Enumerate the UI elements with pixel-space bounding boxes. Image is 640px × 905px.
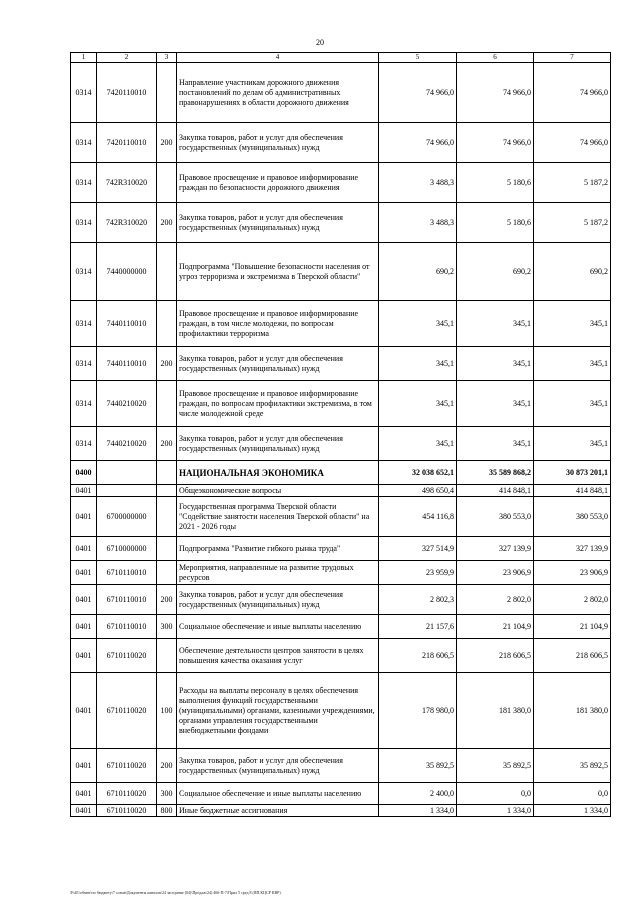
table-row bbox=[71, 537, 611, 561]
expense-type-code bbox=[157, 537, 177, 561]
amount-2024: 498 650,4 bbox=[379, 485, 457, 497]
amount-2025: 21 104,9 bbox=[457, 615, 534, 639]
item-name: Закупка товаров, работ и услуг для обеспечения государственных (муниципальных) нужд bbox=[177, 749, 379, 783]
amount-2025: 327 139,9 bbox=[457, 537, 534, 561]
amount-2024: 345,1 bbox=[379, 301, 457, 347]
expense-type-code: 800 bbox=[157, 805, 177, 817]
amount-2026: 181 380,0 bbox=[534, 673, 611, 749]
section-code: 0314 bbox=[71, 347, 97, 381]
section-code: 0401 bbox=[71, 783, 97, 805]
section-code: 0401 bbox=[71, 485, 97, 497]
section-code: 0401 bbox=[71, 673, 97, 749]
column-number: 3 bbox=[157, 53, 177, 63]
item-name: Иные бюджетные ассигнования bbox=[177, 805, 379, 817]
amount-2024: 218 606,5 bbox=[379, 639, 457, 673]
item-name: Правовое просвещение и правовое информирование граждан по безопасности дорожного движения bbox=[177, 163, 379, 203]
target-code: 7440110010 bbox=[97, 347, 157, 381]
amount-2024: 345,1 bbox=[379, 381, 457, 427]
amount-2024: 178 980,0 bbox=[379, 673, 457, 749]
amount-2026: 0,0 bbox=[534, 783, 611, 805]
item-name: Социальное обеспечение и иные выплаты населению bbox=[177, 615, 379, 639]
expense-type-code: 200 bbox=[157, 749, 177, 783]
amount-2025: 690,2 bbox=[457, 243, 534, 301]
amount-2025: 1 334,0 bbox=[457, 805, 534, 817]
target-code: 6710000000 bbox=[97, 537, 157, 561]
amount-2025: 35 892,5 bbox=[457, 749, 534, 783]
section-code: 0314 bbox=[71, 381, 97, 427]
target-code: 7440000000 bbox=[97, 243, 157, 301]
section-code: 0314 bbox=[71, 63, 97, 123]
amount-2024: 21 157,6 bbox=[379, 615, 457, 639]
section-code: 0401 bbox=[71, 805, 97, 817]
amount-2024: 74 966,0 bbox=[379, 123, 457, 163]
target-code: 6710110020 bbox=[97, 805, 157, 817]
expense-type-code: 200 bbox=[157, 347, 177, 381]
section-code: 0401 bbox=[71, 749, 97, 783]
expense-type-code: 300 bbox=[157, 783, 177, 805]
amount-2025: 345,1 bbox=[457, 347, 534, 381]
amount-2025: 23 906,9 bbox=[457, 561, 534, 585]
amount-2024: 345,1 bbox=[379, 427, 457, 461]
item-name: Расходы на выплаты персоналу в целях обеспечения выполнения функций государственными (муниципальными) органами, казенными учреждениями, органами управления государственными внебюджетными фондами bbox=[177, 673, 379, 749]
table-row bbox=[71, 805, 611, 817]
target-code: 6700000000 bbox=[97, 497, 157, 537]
item-name: Закупка товаров, работ и услуг для обеспечения государственных (муниципальных) нужд bbox=[177, 347, 379, 381]
amount-2026: 30 873 201,1 bbox=[534, 461, 611, 485]
target-code bbox=[97, 461, 157, 485]
amount-2025: 380 553,0 bbox=[457, 497, 534, 537]
table-row bbox=[71, 485, 611, 497]
amount-2024: 690,2 bbox=[379, 243, 457, 301]
expense-type-code bbox=[157, 497, 177, 537]
expense-type-code bbox=[157, 301, 177, 347]
amount-2026: 345,1 bbox=[534, 381, 611, 427]
table-row bbox=[71, 347, 611, 381]
item-name: Подпрограмма "Развитие гибкого рынка труда" bbox=[177, 537, 379, 561]
expense-type-code bbox=[157, 243, 177, 301]
section-code: 0401 bbox=[71, 585, 97, 615]
section-code: 0401 bbox=[71, 561, 97, 585]
section-code: 0401 bbox=[71, 639, 97, 673]
target-code: 7420110010 bbox=[97, 123, 157, 163]
target-code: 7440210020 bbox=[97, 381, 157, 427]
item-name: Закупка товаров, работ и услуг для обеспечения государственных (муниципальных) нужд bbox=[177, 427, 379, 461]
table-row bbox=[71, 585, 611, 615]
column-number-row bbox=[71, 53, 611, 63]
item-name: Подпрограмма "Повышение безопасности населения от угроз терроризма и экстремизма в Тверской области" bbox=[177, 243, 379, 301]
amount-2026: 5 187,2 bbox=[534, 203, 611, 243]
item-name: Социальное обеспечение и иные выплаты населению bbox=[177, 783, 379, 805]
amount-2025: 5 180,6 bbox=[457, 203, 534, 243]
amount-2024: 3 488,3 bbox=[379, 203, 457, 243]
target-code: 7440110010 bbox=[97, 301, 157, 347]
target-code: 7420110010 bbox=[97, 63, 157, 123]
item-name: Правовое просвещение и правовое информирование граждан, по вопросам профилактики экстремизма, в том числе молодежной среде bbox=[177, 381, 379, 427]
column-number: 7 bbox=[534, 53, 611, 63]
page-number: 20 bbox=[316, 38, 324, 47]
column-number: 2 bbox=[97, 53, 157, 63]
expense-type-code bbox=[157, 163, 177, 203]
item-name: Мероприятия, направленные на развитие трудовых ресурсов bbox=[177, 561, 379, 585]
table-row bbox=[71, 749, 611, 783]
section-code: 0314 bbox=[71, 427, 97, 461]
expense-type-code: 200 bbox=[157, 123, 177, 163]
table-row bbox=[71, 301, 611, 347]
expense-type-code: 300 bbox=[157, 615, 177, 639]
target-code: 6710110020 bbox=[97, 639, 157, 673]
table-row bbox=[71, 461, 611, 485]
table-row bbox=[71, 497, 611, 537]
amount-2026: 345,1 bbox=[534, 427, 611, 461]
amount-2025: 414 848,1 bbox=[457, 485, 534, 497]
amount-2026: 21 104,9 bbox=[534, 615, 611, 639]
amount-2025: 345,1 bbox=[457, 381, 534, 427]
amount-2026: 1 334,0 bbox=[534, 805, 611, 817]
target-code: 6710110010 bbox=[97, 615, 157, 639]
expense-type-code bbox=[157, 63, 177, 123]
section-code: 0401 bbox=[71, 615, 97, 639]
amount-2026: 35 892,5 bbox=[534, 749, 611, 783]
target-code: 7440210020 bbox=[97, 427, 157, 461]
table-row bbox=[71, 381, 611, 427]
amount-2026: 690,2 bbox=[534, 243, 611, 301]
expense-type-code: 200 bbox=[157, 427, 177, 461]
expense-type-code bbox=[157, 485, 177, 497]
budget-table bbox=[70, 52, 611, 817]
amount-2026: 414 848,1 bbox=[534, 485, 611, 497]
amount-2025: 181 380,0 bbox=[457, 673, 534, 749]
target-code: 6710110020 bbox=[97, 673, 157, 749]
table-row bbox=[71, 203, 611, 243]
item-name: Правовое просвещение и правовое информирование граждан, в том числе молодежи, по вопросам профилактики терроризма bbox=[177, 301, 379, 347]
expense-type-code bbox=[157, 561, 177, 585]
amount-2024: 35 892,5 bbox=[379, 749, 457, 783]
amount-2026: 380 553,0 bbox=[534, 497, 611, 537]
amount-2024: 454 116,8 bbox=[379, 497, 457, 537]
amount-2024: 2 802,3 bbox=[379, 585, 457, 615]
item-name: Направление участникам дорожного движения постановлений по делам об административных правонарушениях в области дорожного движения bbox=[177, 63, 379, 123]
item-name: Обеспечение деятельности центров занятости в целях повышения качества оказания услуг bbox=[177, 639, 379, 673]
target-code: 6710110020 bbox=[97, 749, 157, 783]
target-code bbox=[97, 485, 157, 497]
amount-2025: 345,1 bbox=[457, 301, 534, 347]
column-number: 4 bbox=[177, 53, 379, 63]
column-number: 1 bbox=[71, 53, 97, 63]
item-name: НАЦИОНАЛЬНАЯ ЭКОНОМИКА bbox=[177, 461, 379, 485]
section-code: 0314 bbox=[71, 163, 97, 203]
item-name: Государственная программа Тверской области "Содействие занятости населения Тверской области" на 2021 - 2026 годы bbox=[177, 497, 379, 537]
amount-2026: 345,1 bbox=[534, 301, 611, 347]
expense-type-code bbox=[157, 461, 177, 485]
amount-2026: 327 139,9 bbox=[534, 537, 611, 561]
amount-2025: 5 180,6 bbox=[457, 163, 534, 203]
target-code: 742R310020 bbox=[97, 203, 157, 243]
amount-2026: 2 802,0 bbox=[534, 585, 611, 615]
expense-type-code bbox=[157, 639, 177, 673]
amount-2025: 74 966,0 bbox=[457, 63, 534, 123]
section-code: 0401 bbox=[71, 497, 97, 537]
amount-2026: 218 606,5 bbox=[534, 639, 611, 673]
item-name: Закупка товаров, работ и услуг для обеспечения государственных (муниципальных) нужд bbox=[177, 203, 379, 243]
amount-2025: 74 966,0 bbox=[457, 123, 534, 163]
amount-2025: 2 802,0 bbox=[457, 585, 534, 615]
amount-2025: 218 606,5 bbox=[457, 639, 534, 673]
section-code: 0314 bbox=[71, 123, 97, 163]
amount-2025: 345,1 bbox=[457, 427, 534, 461]
expense-type-code bbox=[157, 381, 177, 427]
amount-2024: 32 038 652,1 bbox=[379, 461, 457, 485]
amount-2024: 2 400,0 bbox=[379, 783, 457, 805]
table-row bbox=[71, 561, 611, 585]
table-row bbox=[71, 123, 611, 163]
table-row bbox=[71, 427, 611, 461]
table-row bbox=[71, 673, 611, 749]
section-code: 0314 bbox=[71, 301, 97, 347]
target-code: 742R310020 bbox=[97, 163, 157, 203]
target-code: 6710110010 bbox=[97, 585, 157, 615]
amount-2024: 345,1 bbox=[379, 347, 457, 381]
expense-type-code: 200 bbox=[157, 585, 177, 615]
amount-2024: 74 966,0 bbox=[379, 63, 457, 123]
amount-2024: 327 514,9 bbox=[379, 537, 457, 561]
amount-2026: 74 966,0 bbox=[534, 123, 611, 163]
table-row bbox=[71, 639, 611, 673]
column-number: 5 bbox=[379, 53, 457, 63]
amount-2025: 35 589 868,2 bbox=[457, 461, 534, 485]
amount-2026: 5 187,2 bbox=[534, 163, 611, 203]
table-row bbox=[71, 783, 611, 805]
section-code: 0314 bbox=[71, 243, 97, 301]
amount-2024: 1 334,0 bbox=[379, 805, 457, 817]
amount-2024: 23 959,9 bbox=[379, 561, 457, 585]
expense-type-code: 100 bbox=[157, 673, 177, 749]
target-code: 6710110010 bbox=[97, 561, 157, 585]
amount-2026: 345,1 bbox=[534, 347, 611, 381]
table-row bbox=[71, 615, 611, 639]
target-code: 6710110020 bbox=[97, 783, 157, 805]
section-code: 0314 bbox=[71, 203, 97, 243]
file-path-footer: \Fs01\обмен\по бюджету\7 созыв\Документы каналов\24 заседание (04)\Продаж\24) 466-П-7\Прил 5 сред 8 (ЯП КЦСР КВР) bbox=[70, 890, 281, 895]
table-row bbox=[71, 63, 611, 123]
amount-2025: 0,0 bbox=[457, 783, 534, 805]
item-name: Закупка товаров, работ и услуг для обеспечения государственных (муниципальных) нужд bbox=[177, 123, 379, 163]
item-name: Закупка товаров, работ и услуг для обеспечения государственных (муниципальных) нужд bbox=[177, 585, 379, 615]
column-number: 6 bbox=[457, 53, 534, 63]
table-row bbox=[71, 243, 611, 301]
item-name: Общеэкономические вопросы bbox=[177, 485, 379, 497]
amount-2024: 3 488,3 bbox=[379, 163, 457, 203]
amount-2026: 74 966,0 bbox=[534, 63, 611, 123]
section-code: 0401 bbox=[71, 537, 97, 561]
section-code: 0400 bbox=[71, 461, 97, 485]
table-row bbox=[71, 163, 611, 203]
expense-type-code: 200 bbox=[157, 203, 177, 243]
amount-2026: 23 906,9 bbox=[534, 561, 611, 585]
